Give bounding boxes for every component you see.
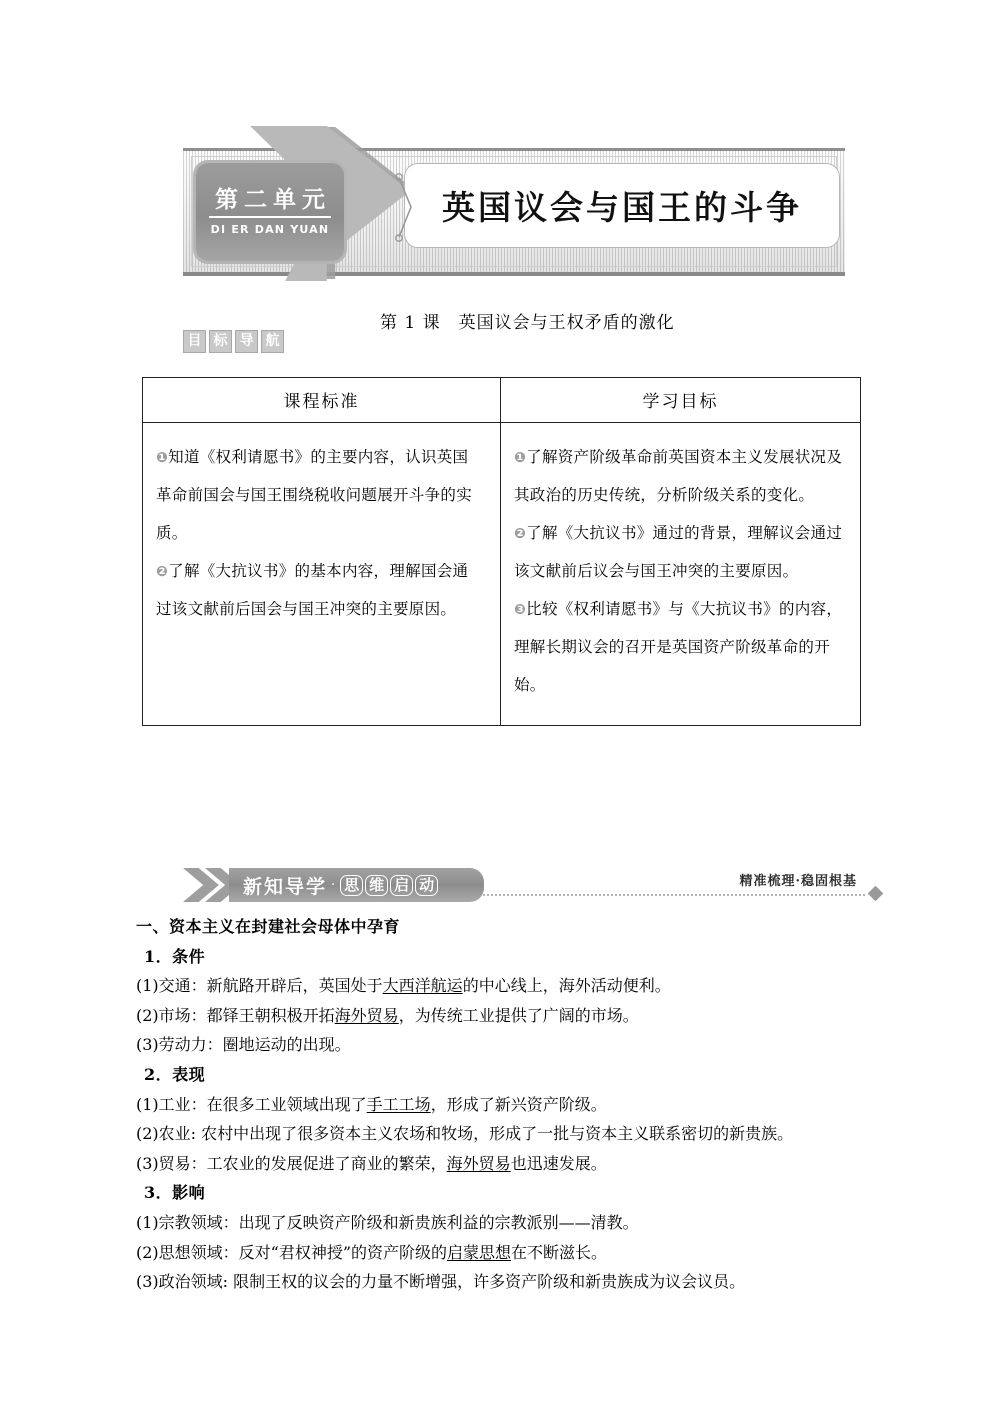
table-header-curriculum: 课程标准 xyxy=(143,378,501,423)
unit-title-box xyxy=(404,163,840,248)
goal-badge-char-3: 航 xyxy=(261,330,284,353)
band-boxed-char-0: 思 xyxy=(340,875,363,896)
body-list-item xyxy=(136,1030,866,1060)
objective-marker: ❷ xyxy=(156,563,169,580)
table-row xyxy=(143,423,861,726)
section-band-pill xyxy=(229,868,484,902)
unit-title-text: 英国议会与国王的斗争 xyxy=(442,188,802,227)
body-subheading: 3．影响 xyxy=(144,1183,206,1203)
body-text-run: (2)市场：都铎王朝积极开拓 xyxy=(136,1005,335,1025)
unit-number-pinyin: DI ER DAN YUAN xyxy=(210,222,330,236)
objective-item xyxy=(156,553,484,629)
section-band-separator: · xyxy=(331,877,336,893)
objective-item xyxy=(156,439,484,553)
body-list-item xyxy=(136,1001,866,1031)
body-text-run: (1)宗教领域：出现了反映资产阶级和新贵族利益的宗教派别——清教。 xyxy=(136,1212,639,1232)
body-text-run: (3)政治领域: 限制王权的议会的力量不断增强，许多资产阶级和新贵族成为议会议员。 xyxy=(136,1272,746,1292)
objective-text: 比较《权利请愿书》与《大抗议书》的内容，理解长期议会的召开是英国资产阶级革命的开始。 xyxy=(514,599,843,694)
objective-marker: ❶ xyxy=(514,450,527,466)
goal-navigation-badge xyxy=(183,330,284,353)
curriculum-standard-cell xyxy=(143,423,501,726)
lesson-title: 第 1 课 英国议会与王权矛盾的激化 xyxy=(380,313,675,333)
body-text-run: 的中心线上，海外活动便利。 xyxy=(462,976,671,996)
goal-badge-char-0: 目 xyxy=(183,330,206,353)
objective-item xyxy=(514,515,844,591)
body-heading: 一、资本主义在封建社会母体中孕育 xyxy=(136,917,401,936)
body-list-item xyxy=(136,1119,866,1149)
body-list-item xyxy=(136,1267,866,1297)
table-header-objectives: 学习目标 xyxy=(501,378,861,423)
goal-badge-char-1: 标 xyxy=(209,330,232,353)
body-text-run: ，为传统工业提供了广阔的市场。 xyxy=(398,1005,639,1025)
key-term: 海外贸易 xyxy=(446,1153,511,1173)
objective-text: 了解《大抗议书》通过的背景，理解议会通过该文献前后议会与国王冲突的主要原因。 xyxy=(514,523,843,580)
diamond-icon xyxy=(868,886,884,902)
table-header-row xyxy=(143,378,861,423)
body-text-run: (3)贸易：工农业的发展促进了商业的繁荣， xyxy=(136,1153,447,1173)
objective-text: 知道《权利请愿书》的主要内容，认识英国革命前国会与国王围绕税收问题展开斗争的实质。 xyxy=(156,448,473,542)
unit-number-chip xyxy=(196,163,344,261)
objectives-table xyxy=(142,377,861,726)
band-boxed-char-2: 启 xyxy=(390,875,413,896)
section-band-main-label: 新知导学 xyxy=(243,875,328,898)
unit-number-cn: 第二单元 xyxy=(209,189,331,218)
body-text-run: (3)劳动力：圈地运动的出现。 xyxy=(136,1035,351,1055)
body-text-run: 也迅速发展。 xyxy=(510,1153,607,1173)
objective-text: 了解《大抗议书》的基本内容，理解国会通过该文献前后国会与国王冲突的主要原因。 xyxy=(156,561,469,618)
body-text-run: (2)农业: 农村中出现了很多资本主义农场和牧场，形成了一批与资本主义联系密切的新贵族。 xyxy=(136,1124,794,1144)
body-text-run: ，形成了新兴资产阶级。 xyxy=(430,1094,607,1114)
banner-bottom-rule xyxy=(183,272,845,276)
body-text-run: (1)工业：在很多工业领域出现了 xyxy=(136,1094,367,1114)
body-groups xyxy=(136,942,866,1297)
body-list-item xyxy=(136,1208,866,1238)
section-band xyxy=(183,868,883,902)
section-band-dotted-rule xyxy=(483,894,865,896)
body-text-run: (2)思想领域：反对“君权神授”的资产阶级的 xyxy=(136,1242,448,1262)
clip-decoration-icon xyxy=(395,170,417,245)
body-subheading: 1．条件 xyxy=(144,946,206,966)
objective-marker: ❶ xyxy=(156,450,169,466)
body-text-run: (1)交通：新航路开辟后，英国处于 xyxy=(136,976,383,996)
learning-objectives-cell xyxy=(501,423,861,726)
body-list-item xyxy=(136,1149,866,1179)
key-term: 启蒙思想 xyxy=(447,1242,512,1262)
objective-item xyxy=(514,439,844,515)
section-band-boxed-chars xyxy=(340,875,438,896)
body-subheading: 2．表现 xyxy=(144,1064,206,1084)
body-list-item xyxy=(136,971,866,1001)
objective-item xyxy=(514,591,844,705)
body-list-item xyxy=(136,1090,866,1120)
body-text-run: 在不断滋长。 xyxy=(511,1242,608,1262)
objective-marker: ❸ xyxy=(514,601,527,618)
key-term: 海外贸易 xyxy=(334,1005,399,1025)
lesson-body xyxy=(136,912,866,1297)
body-list-item xyxy=(136,1238,866,1268)
key-term: 手工工场 xyxy=(366,1094,431,1114)
goal-badge-char-2: 导 xyxy=(235,330,258,353)
objective-text: 了解资产阶级革命前英国资本主义发展状况及其政治的历史传统，分析阶级关系的变化。 xyxy=(514,448,843,504)
objective-marker: ❷ xyxy=(514,525,527,542)
band-boxed-char-1: 维 xyxy=(365,875,388,896)
section-band-right-label: 精准梳理·稳固根基 xyxy=(739,874,857,889)
band-boxed-char-3: 动 xyxy=(415,875,438,896)
key-term: 大西洋航运 xyxy=(382,976,463,996)
